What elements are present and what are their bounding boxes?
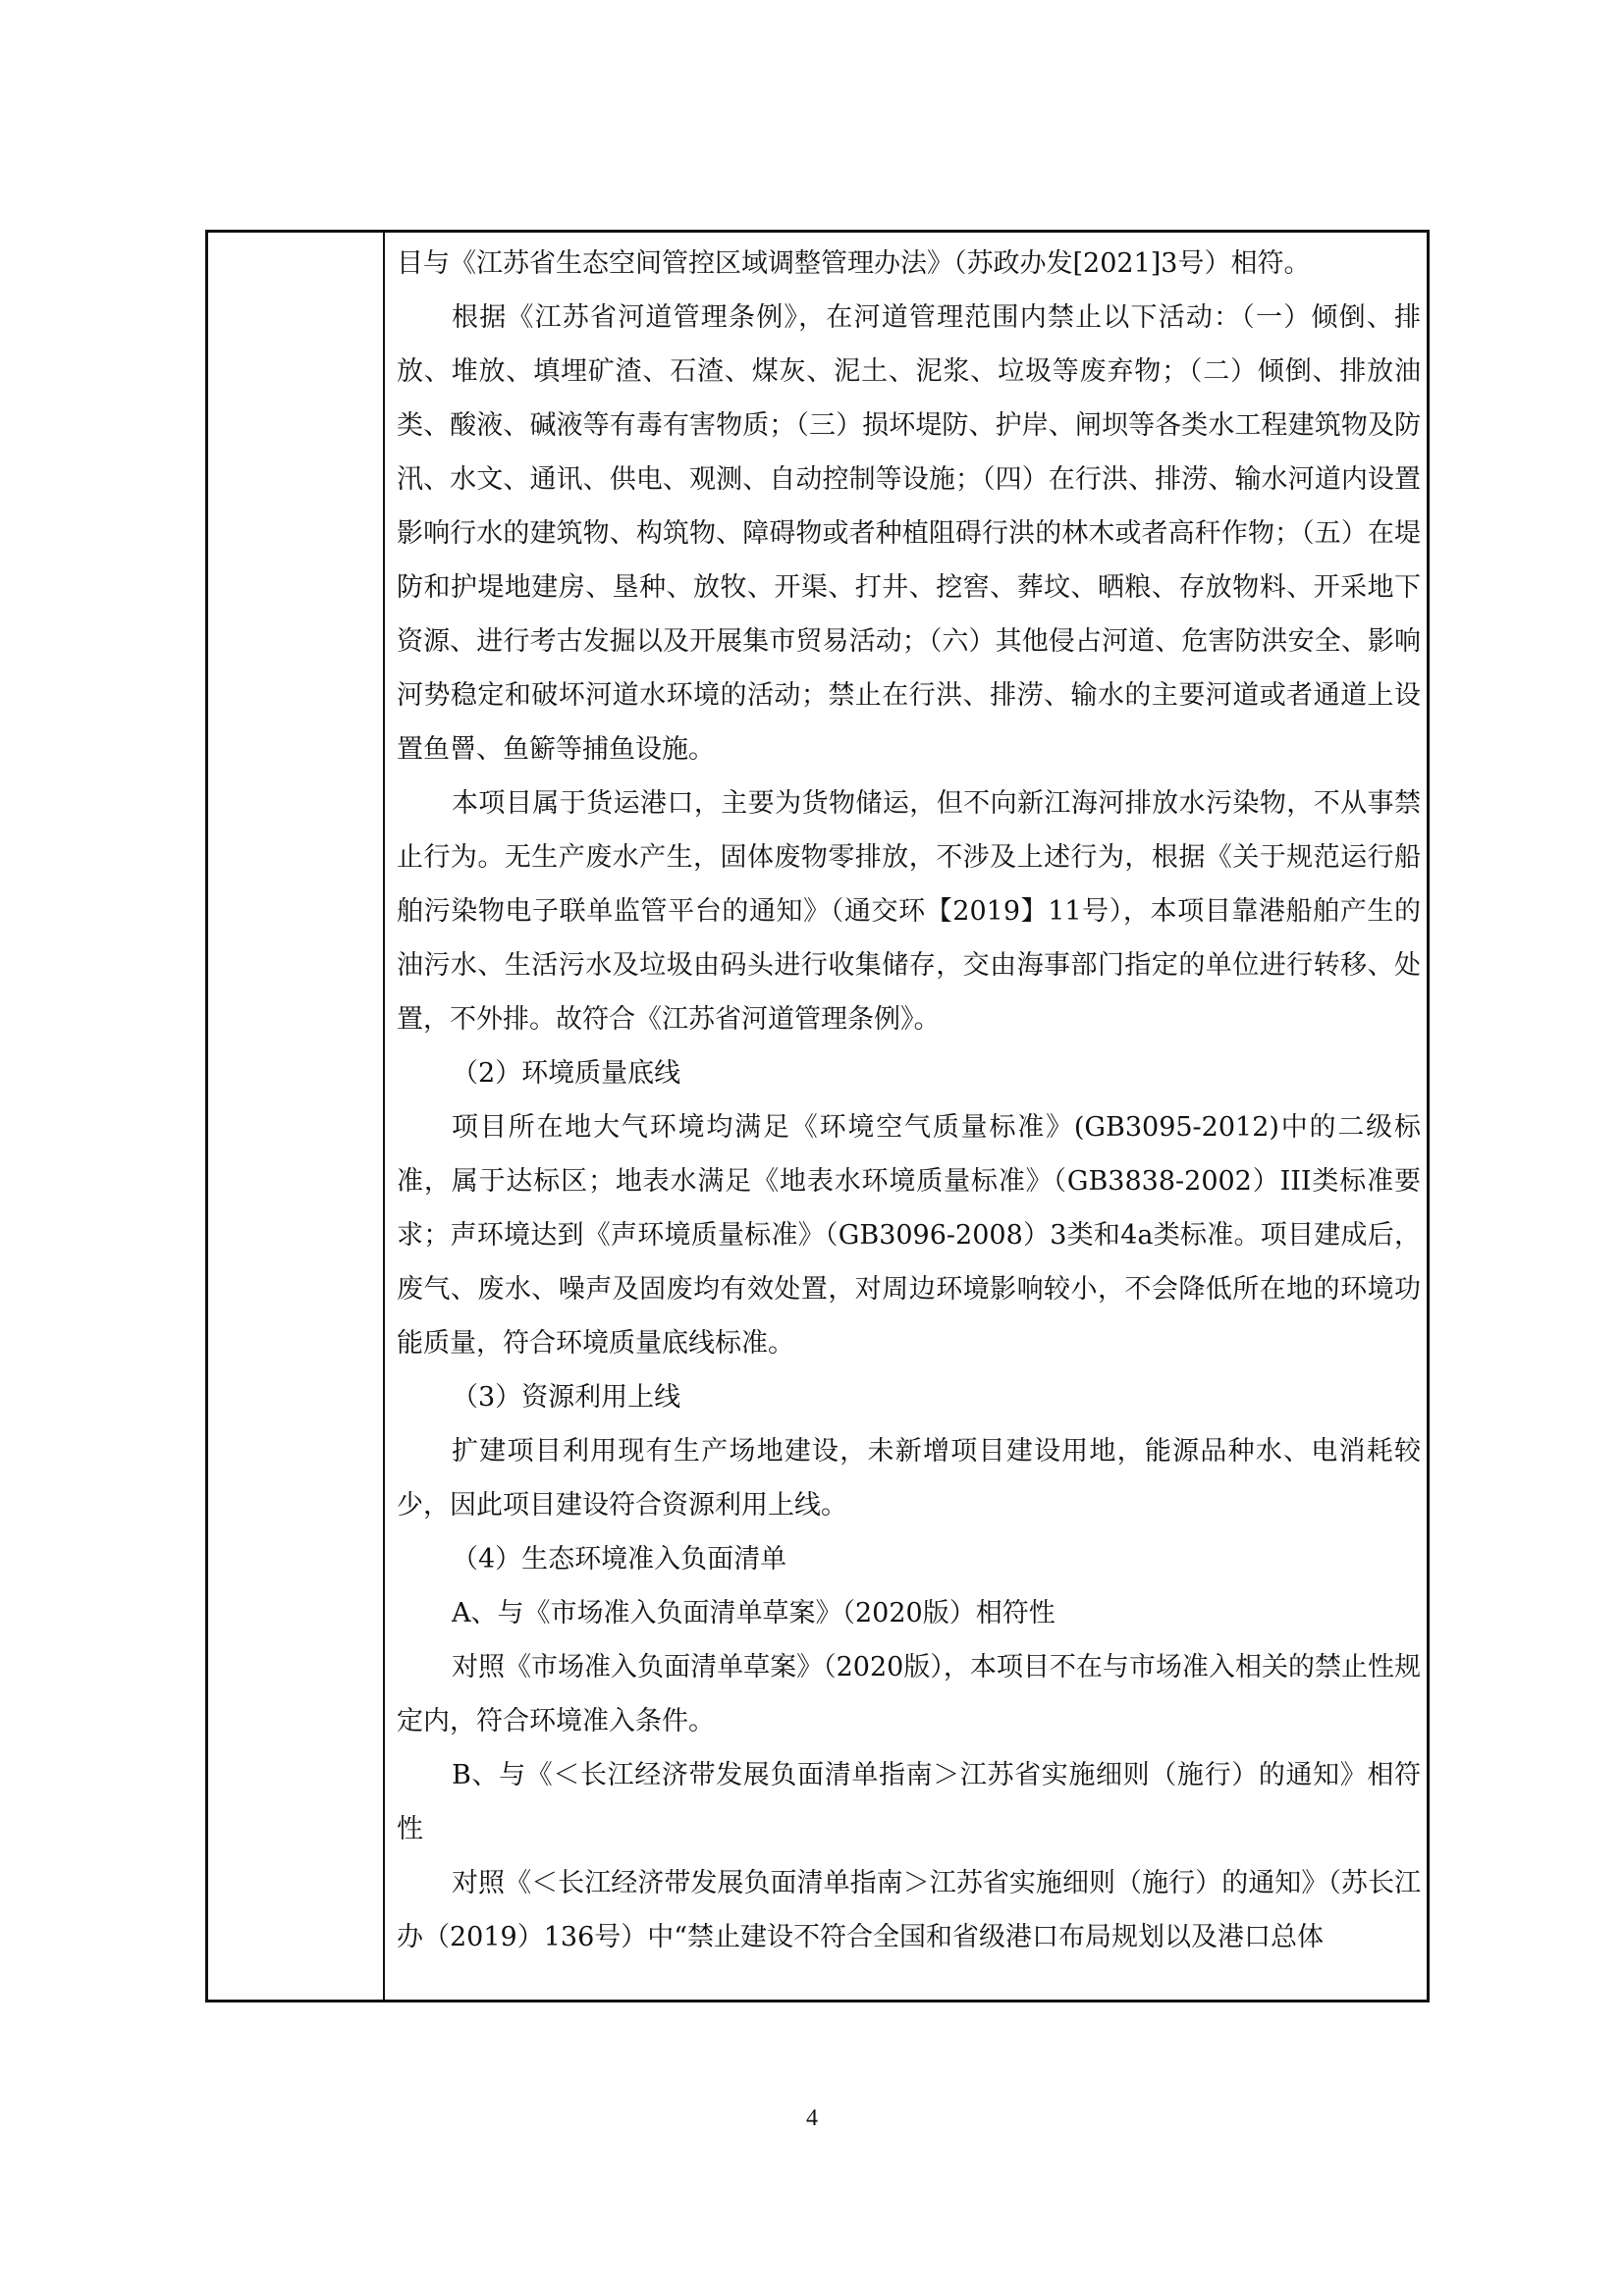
- paragraph-yangtze-negative-list: 对照《＜长江经济带发展负面清单指南＞江苏省实施细则（施行）的通知》（苏长江办（2019）136号）中“禁止建设不符合全国和省级港口布局规划以及港口总体: [397, 1868, 1421, 1952]
- paragraph-market-access: 对照《市场准入负面清单草案》（2020版），本项目不在与市场准入相关的禁止性规定内，符合环境准入条件。: [397, 1652, 1421, 1736]
- heading-resource-utilization-limit: （3）资源利用上线: [452, 1382, 681, 1413]
- paragraph-resource-utilization: 扩建项目利用现有生产场地建设，未新增项目建设用地，能源品种水、电消耗较少，因此项目建设符合资源利用上线。: [397, 1436, 1421, 1521]
- paragraph-project-compliance: 本项目属于货运港口，主要为货物储运，但不向新江海河排放水污染物，不从事禁止行为。无生产废水产生，固体废物零排放，不涉及上述行为，根据《关于规范运行船舶污染物电子联单监管平台的通知》（通交环【2019】11号），本项目靠港船舶产生的油污水、生活污水及垃圾由码头进行收集储存，交由海事部门指定的单位进行转移、处置，不外排。故符合《江苏省河道管理条例》。: [397, 788, 1421, 1035]
- paragraph-river-regulation: 根据《江苏省河道管理条例》，在河道管理范围内禁止以下活动：（一）倾倒、排放、堆放、填埋矿渣、石渣、煤灰、泥土、泥浆、垃圾等废弃物；（二）倾倒、排放油类、酸液、碱液等有毒有害物质；（三）损坏堤防、护岸、闸坝等各类水工程建筑物及防汛、水文、通讯、供电、观测、自动控制等设施；（四）在行洪、排涝、输水河道内设置影响行水的建筑物、构筑物、障碍物或者种植阻碍行洪的林木或者高秆作物；（五）在堤防和护堤地建房、垦种、放牧、开渠、打井、挖窖、葬坟、晒粮、存放物料、开采地下资源、进行考古发掘以及开展集市贸易活动；（六）其他侵占河道、危害防洪安全、影响河势稳定和破坏河道水环境的活动；禁止在行洪、排涝、输水的主要河道或者通道上设置鱼罾、鱼簖等捕鱼设施。: [397, 302, 1421, 765]
- paragraph-environmental-quality: 项目所在地大气环境均满足《环境空气质量标准》(GB3095-2012)中的二级标准，属于达标区；地表水满足《地表水环境质量标准》（GB3838-2002）III类标准要求；声环境达到《声环境质量标准》（GB3096-2008）3类和4a类标准。项目建成后，废气、废水、噪声及固废均有效处置，对周边环境影响较小，不会降低所在地的环境功能质量，符合环境质量底线标准。: [397, 1112, 1421, 1359]
- table-content-cell: [387, 233, 1427, 2000]
- paragraph-continuation: 目与《江苏省生态空间管控区域调整管理办法》（苏政办发[2021]3号）相符。: [397, 248, 1311, 279]
- heading-negative-list: （4）生态环境准入负面清单: [452, 1544, 787, 1575]
- page-number: 4: [806, 2106, 818, 2131]
- table-label-column: [208, 233, 385, 2000]
- heading-yangtze-negative-list: B、与《＜长江经济带发展负面清单指南＞江苏省实施细则（施行）的通知》相符性: [397, 1760, 1421, 1844]
- content-table: [205, 230, 1430, 2002]
- heading-market-access-list: A、与《市场准入负面清单草案》（2020版）相符性: [452, 1598, 1056, 1629]
- heading-environmental-quality-baseline: （2）环境质量底线: [452, 1058, 681, 1089]
